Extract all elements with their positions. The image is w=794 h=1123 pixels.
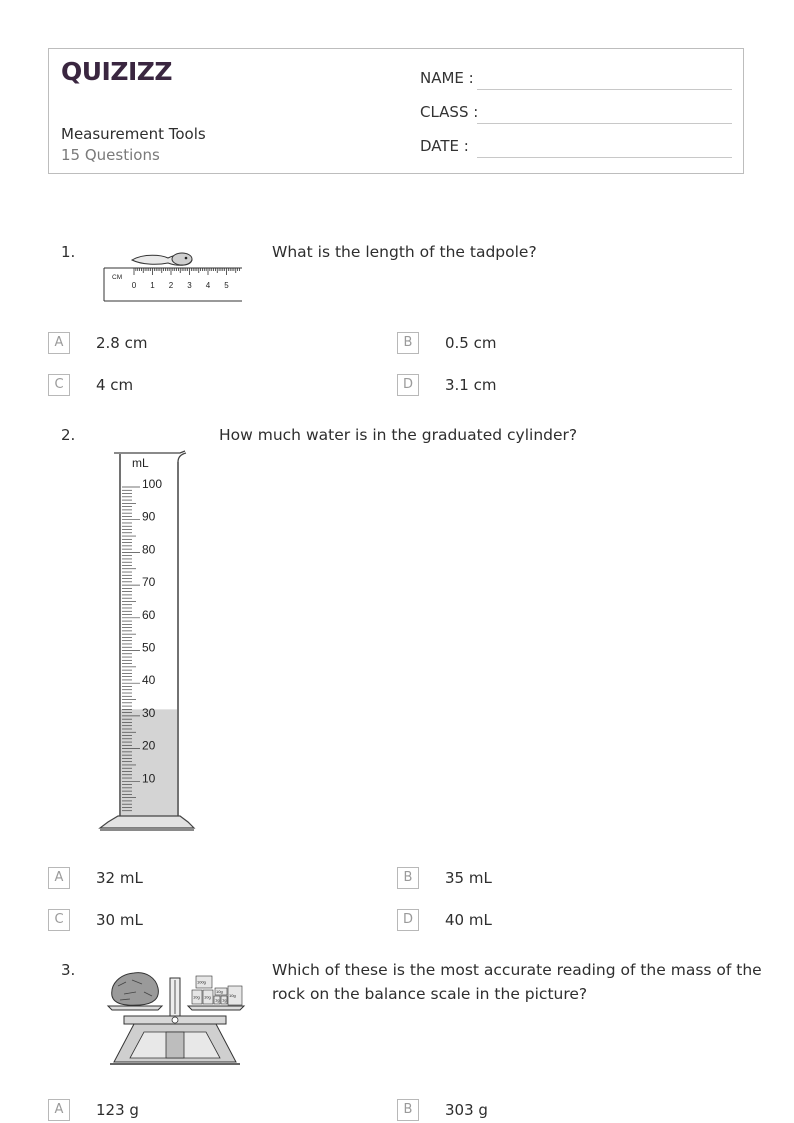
q1-option-b-text[interactable]: 0.5 cm xyxy=(445,334,497,352)
ruler-number: 0 xyxy=(131,281,137,290)
class-label: CLASS : xyxy=(420,103,479,121)
q3-option-a-box[interactable]: A xyxy=(48,1099,70,1121)
q2-option-a-text[interactable]: 32 mL xyxy=(96,869,143,887)
ruler-number: 2 xyxy=(168,281,174,290)
q2-option-b-text[interactable]: 35 mL xyxy=(445,869,492,887)
rock-icon xyxy=(112,973,159,1006)
q1-option-d-box[interactable]: D xyxy=(397,374,419,396)
q1-option-b-box[interactable]: B xyxy=(397,332,419,354)
q1-option-c-text[interactable]: 4 cm xyxy=(96,376,134,394)
q3-option-a-text[interactable]: 123 g xyxy=(96,1101,139,1119)
weight-label: 10g xyxy=(216,989,223,994)
ruler-unit-label: CM xyxy=(112,274,123,281)
question-3-text-line-2: rock on the balance scale in the picture? xyxy=(272,985,588,1003)
name-line[interactable] xyxy=(477,89,732,90)
class-line[interactable] xyxy=(477,123,732,124)
quizizz-logo: QUIZIZZ xyxy=(61,57,173,86)
worksheet-title: Measurement Tools xyxy=(61,125,206,143)
balance-scale-image xyxy=(104,966,246,1070)
cylinder-label: 40 xyxy=(142,673,156,688)
q3-option-b-box[interactable]: B xyxy=(397,1099,419,1121)
cylinder-label: 60 xyxy=(142,607,156,622)
ruler-icon xyxy=(104,268,242,301)
ruler-number: 1 xyxy=(150,281,155,290)
weight-label: 10g xyxy=(193,994,200,1000)
date-line[interactable] xyxy=(477,157,732,158)
q1-option-d-text[interactable]: 3.1 cm xyxy=(445,376,497,394)
cylinder-unit-label: mL xyxy=(132,456,149,470)
question-3-text xyxy=(272,958,762,1006)
question-2-text: How much water is in the graduated cylinder? xyxy=(219,426,578,444)
q1-option-a-box[interactable]: A xyxy=(48,332,70,354)
weight-label: 1g xyxy=(222,997,227,1003)
question-count: 15 Questions xyxy=(61,146,160,164)
q2-option-c-box[interactable]: C xyxy=(48,909,70,931)
graduated-cylinder-image xyxy=(96,450,200,832)
ruler-number: 4 xyxy=(205,281,211,290)
q1-option-c-box[interactable]: C xyxy=(48,374,70,396)
question-1-text: What is the length of the tadpole? xyxy=(272,243,537,261)
question-3-number: 3. xyxy=(61,961,76,979)
date-label: DATE : xyxy=(420,137,469,155)
cylinder-label: 20 xyxy=(142,738,156,753)
cylinder-label: 70 xyxy=(142,575,156,590)
q1-option-a-text[interactable]: 2.8 cm xyxy=(96,334,148,352)
q2-option-d-text[interactable]: 40 mL xyxy=(445,911,492,929)
cylinder-label: 30 xyxy=(142,705,156,720)
cylinder-label: 100 xyxy=(142,477,163,491)
question-2-number: 2. xyxy=(61,426,76,444)
cylinder-label: 80 xyxy=(142,542,156,557)
q2-option-c-text[interactable]: 30 mL xyxy=(96,911,143,929)
tadpole-ruler-image xyxy=(98,244,244,306)
cylinder-label: 90 xyxy=(142,509,156,524)
weight-label: 10g xyxy=(204,994,211,1000)
cylinder-label: 50 xyxy=(142,640,156,655)
ruler-number: 5 xyxy=(224,281,229,290)
cylinder-label: 10 xyxy=(142,771,156,786)
weight-label: 100g xyxy=(197,979,206,985)
tadpole-icon xyxy=(132,253,192,265)
q2-option-b-box[interactable]: B xyxy=(397,867,419,889)
question-1-number: 1. xyxy=(61,243,76,261)
q2-option-d-box[interactable]: D xyxy=(397,909,419,931)
q2-option-a-box[interactable]: A xyxy=(48,867,70,889)
q3-option-b-text[interactable]: 303 g xyxy=(445,1101,488,1119)
ruler-number: 3 xyxy=(187,281,192,290)
weight-label: 10g xyxy=(229,993,236,998)
name-label: NAME : xyxy=(420,69,474,87)
weight-label: 1g xyxy=(215,997,220,1003)
question-3-text-line-1: Which of these is the most accurate reading of the mass of the xyxy=(272,961,762,979)
worksheet-header xyxy=(48,48,744,174)
